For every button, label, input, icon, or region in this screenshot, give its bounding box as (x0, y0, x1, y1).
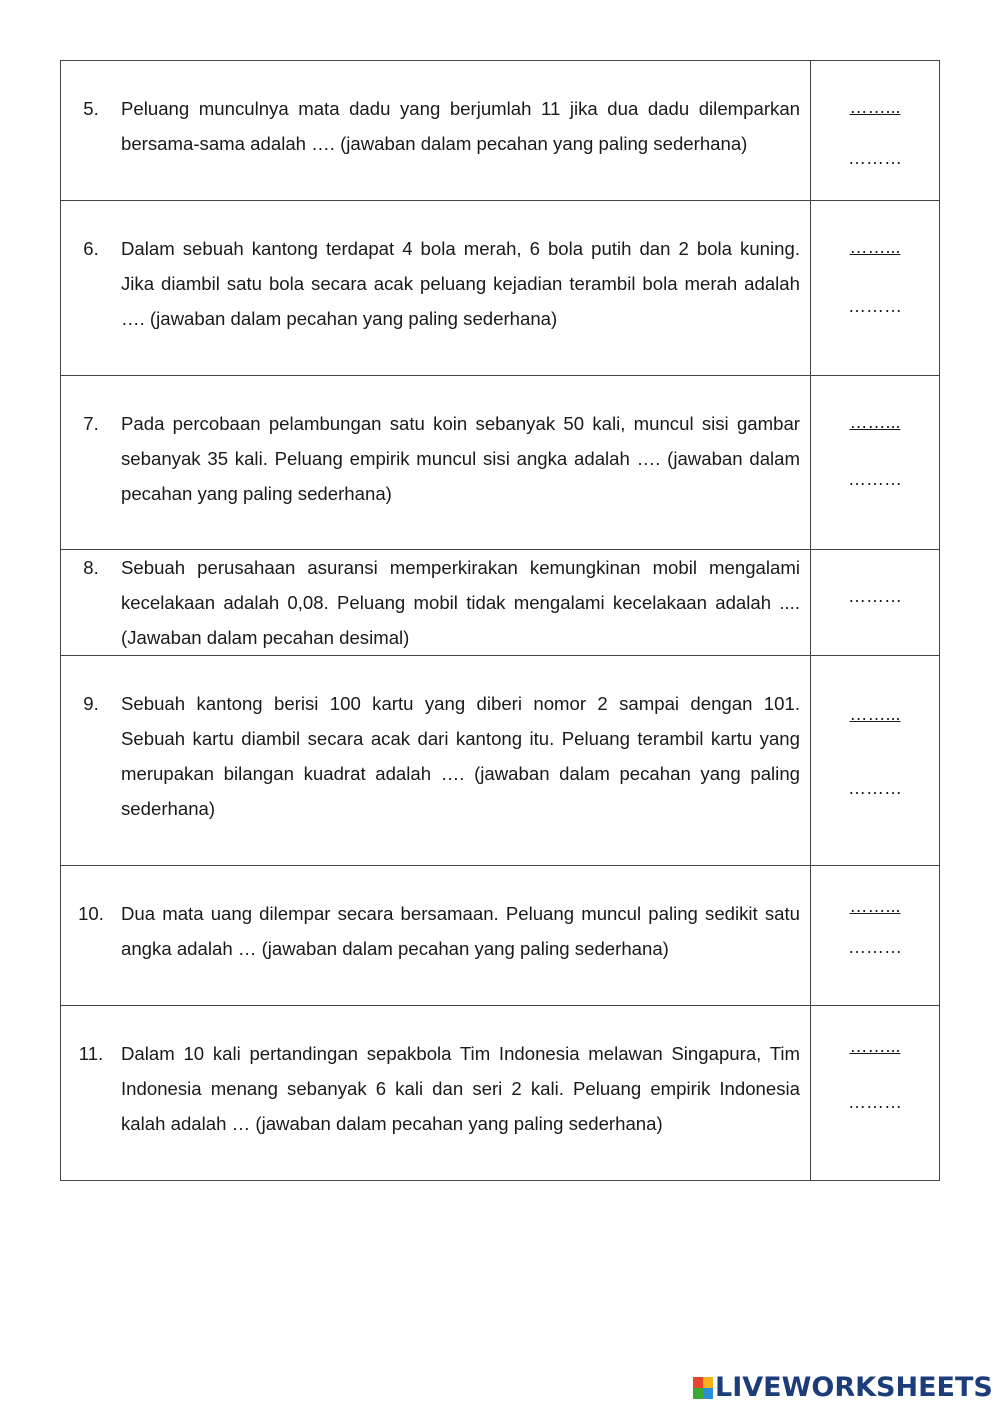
question-number: 6. (83, 238, 99, 259)
answer-blank-numerator[interactable]: ……... (849, 97, 901, 117)
question-number: 10. (78, 903, 104, 924)
logo-text: LIVEWORKSHEETS (715, 1372, 993, 1403)
answer-cell[interactable] (811, 1006, 940, 1181)
question-row-9 (61, 656, 940, 866)
answer-blank-numerator[interactable]: ……... (849, 704, 901, 724)
logo-square-icon (693, 1377, 703, 1388)
answer-blank-numerator[interactable]: ……... (849, 1036, 901, 1056)
answer-blank-numerator[interactable]: ……... (849, 896, 901, 916)
logo-square-icon (703, 1377, 713, 1388)
question-row-6 (61, 201, 940, 376)
question-number: 7. (83, 413, 99, 434)
answer-cell[interactable] (811, 376, 940, 550)
answer-cell[interactable] (811, 866, 940, 1006)
question-cell (61, 201, 811, 376)
question-row-11 (61, 1006, 940, 1181)
liveworksheets-logo-icon (693, 1377, 713, 1399)
question-number: 5. (83, 98, 99, 119)
answer-blank-numerator[interactable]: ……... (849, 412, 901, 432)
question-number: 9. (83, 693, 99, 714)
answer-blank-denominator[interactable]: ……… (848, 296, 902, 316)
question-cell (61, 61, 811, 201)
answer-cell[interactable] (811, 201, 940, 376)
question-text: Sebuah kantong berisi 100 kartu yang diberi nomor 2 sampai dengan 101. Sebuah kartu diambil secara acak dari kantong itu. Peluang terambil kartu yang merupakan bilangan kuadrat adalah …. (jawaban dalam pecahan yang paling sederhana) (121, 693, 800, 819)
question-text: Sebuah perusahaan asuransi memperkirakan kemungkinan mobil mengalami kecelakaan adalah 0,08. Peluang mobil tidak mengalami kecelakaan adalah .... (Jawaban dalam pecahan desimal) (121, 557, 800, 648)
answer-cell[interactable] (811, 550, 940, 656)
logo-square-icon (693, 1388, 703, 1399)
question-cell (61, 550, 811, 656)
question-text: Dalam sebuah kantong terdapat 4 bola merah, 6 bola putih dan 2 bola kuning. Jika diambil satu bola secara acak peluang kejadian terambil bola merah adalah …. (jawaban dalam pecahan yang paling sederhana) (121, 238, 800, 329)
answer-blank-numerator[interactable]: ……... (849, 237, 901, 257)
liveworksheets-logo (693, 1373, 993, 1403)
answer-blank-denominator[interactable]: ……… (848, 1092, 902, 1112)
question-row-10 (61, 866, 940, 1006)
question-text: Dua mata uang dilempar secara bersamaan. Peluang muncul paling sedikit satu angka adalah … (jawaban dalam pecahan yang paling sederhana) (121, 903, 800, 959)
answer-blank-denominator[interactable]: ……… (848, 937, 902, 957)
question-row-7 (61, 376, 940, 550)
answer-cell[interactable] (811, 656, 940, 866)
question-row-8 (61, 550, 940, 656)
question-cell (61, 866, 811, 1006)
worksheet (60, 60, 939, 1181)
question-cell (61, 1006, 811, 1181)
answer-cell[interactable] (811, 61, 940, 201)
question-cell (61, 656, 811, 866)
answer-blank-denominator[interactable]: ……… (848, 148, 902, 168)
answer-blank[interactable]: ……… (848, 586, 902, 606)
answer-blank-denominator[interactable]: ……… (848, 469, 902, 489)
answer-blank-denominator[interactable]: ……… (848, 778, 902, 798)
question-text: Peluang munculnya mata dadu yang berjumlah 11 jika dua dadu dilemparkan bersama-sama adalah …. (jawaban dalam pecahan yang paling sederhana) (121, 98, 800, 154)
question-table (60, 60, 940, 1181)
question-number: 11. (78, 1043, 104, 1064)
question-text: Pada percobaan pelambungan satu koin sebanyak 50 kali, muncul sisi gambar sebanyak 35 kali. Peluang empirik muncul sisi angka adalah …. (jawaban dalam pecahan yang paling sederhana) (121, 413, 800, 504)
question-number: 8. (83, 557, 99, 578)
question-row-5 (61, 61, 940, 201)
question-text: Dalam 10 kali pertandingan sepakbola Tim Indonesia melawan Singapura, Tim Indonesia menang sebanyak 6 kali dan seri 2 kali. Peluang empirik Indonesia kalah adalah … (jawaban dalam pecahan yang paling sederhana) (121, 1043, 800, 1134)
logo-square-icon (703, 1388, 713, 1399)
question-cell (61, 376, 811, 550)
